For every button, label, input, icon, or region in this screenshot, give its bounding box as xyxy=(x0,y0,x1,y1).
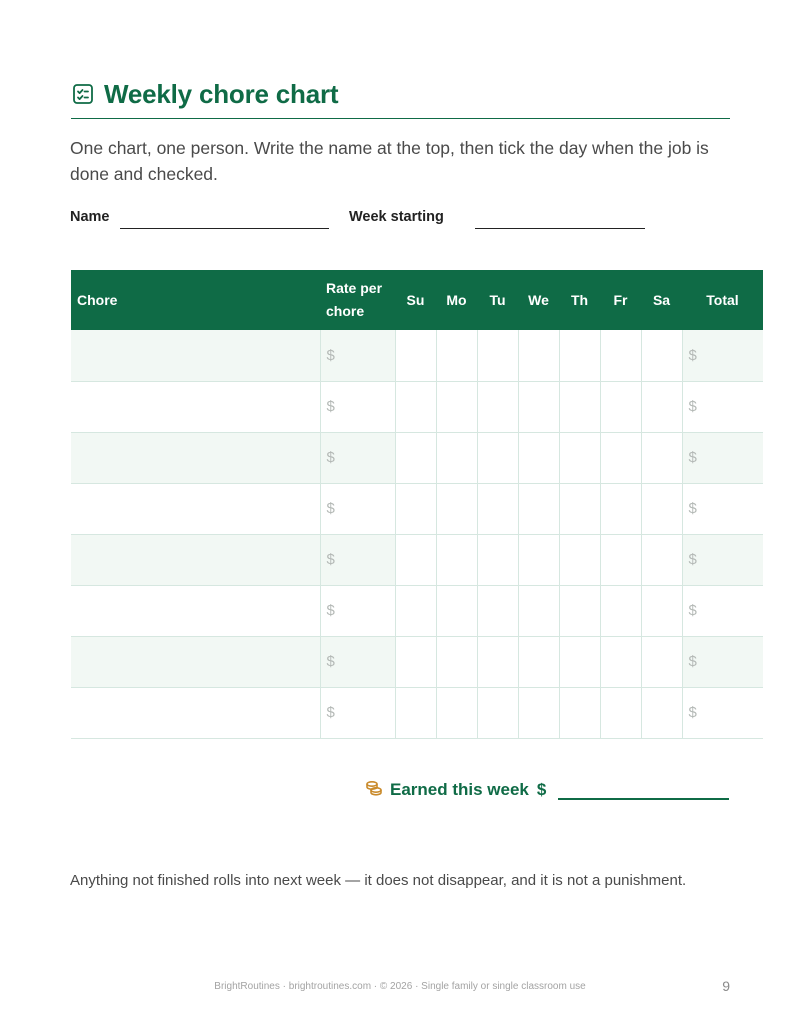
table-row xyxy=(71,432,763,483)
day-checkbox-cell[interactable] xyxy=(477,585,518,636)
day-checkbox-cell[interactable] xyxy=(436,432,477,483)
coins-icon xyxy=(364,778,384,803)
day-checkbox-cell[interactable] xyxy=(518,585,559,636)
day-checkbox-cell[interactable] xyxy=(518,534,559,585)
page-title: Weekly chore chart xyxy=(104,78,339,109)
day-checkbox-cell[interactable] xyxy=(436,687,477,738)
day-checkbox-cell[interactable] xyxy=(477,483,518,534)
chore-cell[interactable] xyxy=(71,483,320,534)
rate-cell[interactable]: $ xyxy=(320,687,395,738)
day-checkbox-cell[interactable] xyxy=(436,483,477,534)
day-checkbox-cell[interactable] xyxy=(518,687,559,738)
day-checkbox-cell[interactable] xyxy=(518,636,559,687)
total-cell[interactable]: $ xyxy=(682,483,763,534)
rate-cell[interactable]: $ xyxy=(320,330,395,381)
day-checkbox-cell[interactable] xyxy=(641,534,682,585)
chore-cell[interactable] xyxy=(71,381,320,432)
table-row xyxy=(71,381,763,432)
week-starting-field[interactable] xyxy=(475,228,645,229)
footer-text: BrightRoutines · brightroutines.com · © 2026 · Single family or single classroom use xyxy=(214,981,586,992)
day-checkbox-cell[interactable] xyxy=(559,330,600,381)
day-checkbox-cell[interactable] xyxy=(559,534,600,585)
table-header-row xyxy=(71,270,763,330)
day-checkbox-cell[interactable] xyxy=(600,432,641,483)
day-header-we: We xyxy=(518,270,559,330)
day-checkbox-cell[interactable] xyxy=(641,381,682,432)
earned-amount-field[interactable] xyxy=(558,798,729,800)
total-cell[interactable]: $ xyxy=(682,381,763,432)
total-column-header: Total xyxy=(682,270,763,330)
table-row xyxy=(71,534,763,585)
intro-text: One chart, one person. Write the name at the top, then tick the day when the job is done and checked. xyxy=(70,138,709,184)
table-row xyxy=(71,585,763,636)
day-checkbox-cell[interactable] xyxy=(559,687,600,738)
total-cell[interactable]: $ xyxy=(682,330,763,381)
day-checkbox-cell[interactable] xyxy=(600,483,641,534)
chore-table-body xyxy=(71,330,763,738)
header-fields xyxy=(70,208,730,232)
day-checkbox-cell[interactable] xyxy=(559,483,600,534)
page-header xyxy=(71,76,730,119)
checklist-icon xyxy=(71,82,95,106)
day-header-su: Su xyxy=(395,270,436,330)
day-checkbox-cell[interactable] xyxy=(436,636,477,687)
chore-cell[interactable] xyxy=(71,585,320,636)
day-checkbox-cell[interactable] xyxy=(436,330,477,381)
footnote-text: Anything not finished rolls into next week — it does not disappear, and it is not a punishment. xyxy=(70,872,687,889)
day-checkbox-cell[interactable] xyxy=(600,585,641,636)
day-checkbox-cell[interactable] xyxy=(395,483,436,534)
day-checkbox-cell[interactable] xyxy=(518,432,559,483)
rate-header-line2: chore xyxy=(326,303,365,319)
total-cell[interactable]: $ xyxy=(682,636,763,687)
table-row xyxy=(71,483,763,534)
table-row xyxy=(71,636,763,687)
rate-cell[interactable]: $ xyxy=(320,534,395,585)
page-number: 9 xyxy=(722,978,730,994)
day-checkbox-cell[interactable] xyxy=(477,636,518,687)
rate-column-header xyxy=(320,270,395,330)
day-checkbox-cell[interactable] xyxy=(477,330,518,381)
day-checkbox-cell[interactable] xyxy=(395,432,436,483)
day-header-tu: Tu xyxy=(477,270,518,330)
chore-column-header: Chore xyxy=(71,270,320,330)
rate-cell[interactable]: $ xyxy=(320,483,395,534)
week-starting-label: Week starting xyxy=(349,209,444,225)
day-header-th: Th xyxy=(559,270,600,330)
name-label: Name xyxy=(70,209,110,225)
day-checkbox-cell[interactable] xyxy=(436,585,477,636)
day-checkbox-cell[interactable] xyxy=(559,432,600,483)
total-cell[interactable]: $ xyxy=(682,534,763,585)
total-cell[interactable]: $ xyxy=(682,687,763,738)
day-checkbox-cell[interactable] xyxy=(641,636,682,687)
day-checkbox-cell[interactable] xyxy=(518,381,559,432)
day-checkbox-cell[interactable] xyxy=(641,585,682,636)
earned-summary xyxy=(364,776,546,804)
day-checkbox-cell[interactable] xyxy=(395,585,436,636)
chore-cell[interactable] xyxy=(71,432,320,483)
day-checkbox-cell[interactable] xyxy=(600,381,641,432)
rate-cell[interactable]: $ xyxy=(320,381,395,432)
day-header-fr: Fr xyxy=(600,270,641,330)
chore-cell[interactable] xyxy=(71,687,320,738)
rate-cell[interactable]: $ xyxy=(320,432,395,483)
table-row xyxy=(71,687,763,738)
day-checkbox-cell[interactable] xyxy=(641,432,682,483)
earned-label: Earned this week xyxy=(390,780,529,799)
day-checkbox-cell[interactable] xyxy=(395,636,436,687)
day-checkbox-cell[interactable] xyxy=(477,534,518,585)
total-cell[interactable]: $ xyxy=(682,432,763,483)
rate-cell[interactable]: $ xyxy=(320,636,395,687)
day-checkbox-cell[interactable] xyxy=(436,381,477,432)
day-checkbox-cell[interactable] xyxy=(436,534,477,585)
day-checkbox-cell[interactable] xyxy=(395,330,436,381)
day-checkbox-cell[interactable] xyxy=(600,636,641,687)
day-header-sa: Sa xyxy=(641,270,682,330)
day-checkbox-cell[interactable] xyxy=(477,381,518,432)
day-checkbox-cell[interactable] xyxy=(395,687,436,738)
day-checkbox-cell[interactable] xyxy=(641,687,682,738)
day-checkbox-cell[interactable] xyxy=(395,534,436,585)
day-checkbox-cell[interactable] xyxy=(518,483,559,534)
day-checkbox-cell[interactable] xyxy=(641,483,682,534)
chore-cell[interactable] xyxy=(71,330,320,381)
day-checkbox-cell[interactable] xyxy=(600,687,641,738)
day-checkbox-cell[interactable] xyxy=(600,330,641,381)
day-checkbox-cell[interactable] xyxy=(600,534,641,585)
rate-header-line1: Rate per xyxy=(326,280,383,296)
total-cell[interactable]: $ xyxy=(682,585,763,636)
name-field[interactable] xyxy=(120,228,329,229)
chore-cell[interactable] xyxy=(71,636,320,687)
day-checkbox-cell[interactable] xyxy=(559,381,600,432)
day-checkbox-cell[interactable] xyxy=(641,330,682,381)
day-checkbox-cell[interactable] xyxy=(477,687,518,738)
day-checkbox-cell[interactable] xyxy=(559,636,600,687)
day-checkbox-cell[interactable] xyxy=(559,585,600,636)
day-checkbox-cell[interactable] xyxy=(395,381,436,432)
day-header-mo: Mo xyxy=(436,270,477,330)
day-checkbox-cell[interactable] xyxy=(518,330,559,381)
chore-table xyxy=(71,270,763,739)
rate-cell[interactable]: $ xyxy=(320,585,395,636)
chore-cell[interactable] xyxy=(71,534,320,585)
day-checkbox-cell[interactable] xyxy=(477,432,518,483)
table-row xyxy=(71,330,763,381)
earned-currency: $ xyxy=(536,780,547,799)
